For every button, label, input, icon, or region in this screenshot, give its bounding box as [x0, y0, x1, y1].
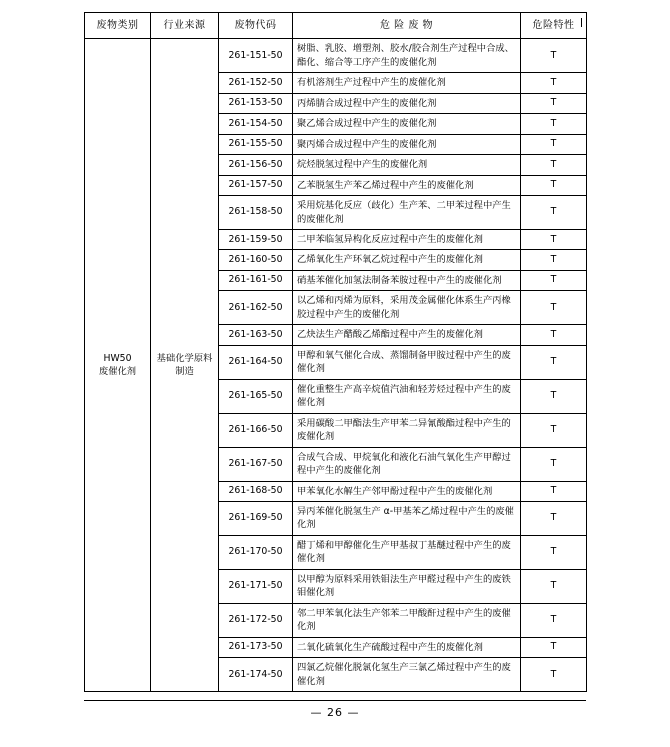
waste-code-cell: 261-153-50: [219, 93, 293, 113]
column-header-waste-code: 废物代码: [219, 13, 293, 39]
waste-code-cell: 261-174-50: [219, 658, 293, 692]
hazard-property-cell: T: [521, 379, 587, 413]
industry-source-line-1: 基础化学原料: [156, 352, 213, 364]
hazardous-waste-description-cell: 二甲苯临氢异构化反应过程中产生的废催化剂: [293, 229, 521, 249]
hazardous-waste-description-cell: 四氯乙烷催化脱氯化氢生产三氯乙烯过程中产生的废催化剂: [293, 658, 521, 692]
industry-source-cell: [151, 39, 219, 692]
waste-code-cell: 261-155-50: [219, 134, 293, 154]
hazardous-waste-description-cell: 醋丁烯和甲醇催化生产甲基叔丁基醚过程中产生的废催化剂: [293, 535, 521, 569]
hazard-property-cell: T: [521, 93, 587, 113]
hazardous-waste-description-cell: 聚丙烯合成过程中产生的废催化剂: [293, 134, 521, 154]
waste-code-cell: 261-167-50: [219, 447, 293, 481]
footer-divider: [84, 700, 586, 701]
waste-category-name: 废催化剂: [98, 366, 137, 378]
hazardous-waste-description-cell: 邻二甲苯氧化法生产邻苯二甲酸酐过程中产生的废催化剂: [293, 603, 521, 637]
hazardous-waste-description-cell: 合成气合成、甲烷氧化和液化石油气氧化生产甲醇过程中产生的废催化剂: [293, 447, 521, 481]
waste-catalog-table-container: [84, 12, 586, 692]
hazardous-waste-description-cell: 丙烯腈合成过程中产生的废催化剂: [293, 93, 521, 113]
waste-code-cell: 261-163-50: [219, 325, 293, 345]
waste-catalog-table: [84, 12, 587, 692]
waste-code-cell: 261-173-50: [219, 637, 293, 657]
hazard-property-cell: T: [521, 175, 587, 195]
hazardous-waste-description-cell: 有机溶剂生产过程中产生的废催化剂: [293, 73, 521, 93]
hazard-property-cell: T: [521, 155, 587, 175]
waste-code-cell: 261-159-50: [219, 229, 293, 249]
waste-code-cell: 261-154-50: [219, 114, 293, 134]
hazard-property-cell: T: [521, 658, 587, 692]
hazardous-waste-description-cell: 乙苯脱氢生产苯乙烯过程中产生的废催化剂: [293, 175, 521, 195]
hazard-property-cell: T: [521, 325, 587, 345]
column-header-industry-source: 行业来源: [151, 13, 219, 39]
hazardous-waste-description-cell: 乙炔法生产醋酸乙烯酯过程中产生的废催化剂: [293, 325, 521, 345]
hazardous-waste-description-cell: 催化重整生产高辛烷值汽油和轻芳烃过程中产生的废催化剂: [293, 379, 521, 413]
hazardous-waste-description-cell: 甲苯氧化水解生产邻甲酚过程中产生的废催化剂: [293, 481, 521, 501]
hazard-property-cell: T: [521, 39, 587, 73]
waste-code-cell: 261-160-50: [219, 250, 293, 270]
hazard-property-cell: T: [521, 603, 587, 637]
table-header-row: [85, 13, 587, 39]
hazard-property-cell: T: [521, 345, 587, 379]
hazardous-waste-description-cell: 以乙烯和丙烯为原料，采用茂金属催化体系生产丙橡胶过程中产生的废催化剂: [293, 291, 521, 325]
waste-code-cell: 261-164-50: [219, 345, 293, 379]
table-row: [85, 39, 587, 73]
waste-code-cell: 261-152-50: [219, 73, 293, 93]
hazard-property-cell: T: [521, 291, 587, 325]
waste-code-cell: 261-165-50: [219, 379, 293, 413]
hazardous-waste-description-cell: 树脂、乳胶、增塑剂、胶水/胶合剂生产过程中合成、酯化、缩合等工序产生的废催化剂: [293, 39, 521, 73]
waste-code-cell: 261-166-50: [219, 413, 293, 447]
hazard-property-cell: T: [521, 637, 587, 657]
waste-code-cell: 261-171-50: [219, 569, 293, 603]
hazardous-waste-description-cell: 烷烃脱氢过程中产生的废催化剂: [293, 155, 521, 175]
waste-code-cell: 261-162-50: [219, 291, 293, 325]
waste-code-cell: 261-158-50: [219, 196, 293, 230]
waste-code-cell: 261-157-50: [219, 175, 293, 195]
waste-code-cell: 261-156-50: [219, 155, 293, 175]
hazardous-waste-description-cell: 采用碳酸二甲酯法生产甲苯二异氰酸酯过程中产生的废催化剂: [293, 413, 521, 447]
header-tick-mark: [581, 18, 582, 27]
hazard-property-cell: T: [521, 535, 587, 569]
hazard-property-cell: T: [521, 229, 587, 249]
table-header: [85, 13, 587, 39]
column-header-category: 废物类别: [85, 13, 151, 39]
page-footer: — 26 —: [310, 706, 360, 719]
hazard-property-cell: T: [521, 569, 587, 603]
column-header-hazard-property: 危险特性: [521, 13, 587, 39]
waste-category-code: HW50: [103, 352, 132, 364]
table-body: [85, 39, 587, 692]
hazard-property-cell: T: [521, 114, 587, 134]
hazardous-waste-description-cell: 硝基苯催化加氢法制备苯胺过程中产生的废催化剂: [293, 270, 521, 290]
waste-code-cell: 261-151-50: [219, 39, 293, 73]
hazard-property-cell: T: [521, 196, 587, 230]
hazardous-waste-description-cell: 异丙苯催化脱氢生产 α-甲基苯乙烯过程中产生的废催化剂: [293, 502, 521, 536]
hazardous-waste-description-cell: 甲醇和氧气催化合成、蒸馏制备甲胺过程中产生的废催化剂: [293, 345, 521, 379]
hazardous-waste-description-cell: 以甲醇为原料采用铁钼法生产甲醛过程中产生的废铁钼催化剂: [293, 569, 521, 603]
waste-code-cell: 261-172-50: [219, 603, 293, 637]
hazard-property-cell: T: [521, 134, 587, 154]
hazard-property-cell: T: [521, 481, 587, 501]
column-header-hazardous-waste: 危 险 废 物: [293, 13, 521, 39]
waste-code-cell: 261-168-50: [219, 481, 293, 501]
hazardous-waste-description-cell: 二氧化硫氧化生产硫酸过程中产生的废催化剂: [293, 637, 521, 657]
industry-source-line-2: 制造: [175, 366, 194, 378]
hazard-property-cell: T: [521, 413, 587, 447]
hazard-property-cell: T: [521, 250, 587, 270]
hazard-property-cell: T: [521, 73, 587, 93]
waste-category-cell: [85, 39, 151, 692]
hazard-property-cell: T: [521, 502, 587, 536]
hazardous-waste-description-cell: 乙烯氧化生产环氧乙烷过程中产生的废催化剂: [293, 250, 521, 270]
hazard-property-cell: T: [521, 270, 587, 290]
waste-code-cell: 261-161-50: [219, 270, 293, 290]
waste-code-cell: 261-169-50: [219, 502, 293, 536]
hazardous-waste-description-cell: 聚乙烯合成过程中产生的废催化剂: [293, 114, 521, 134]
hazardous-waste-description-cell: 采用烷基化反应（歧化）生产苯、二甲苯过程中产生的废催化剂: [293, 196, 521, 230]
hazard-property-cell: T: [521, 447, 587, 481]
waste-code-cell: 261-170-50: [219, 535, 293, 569]
